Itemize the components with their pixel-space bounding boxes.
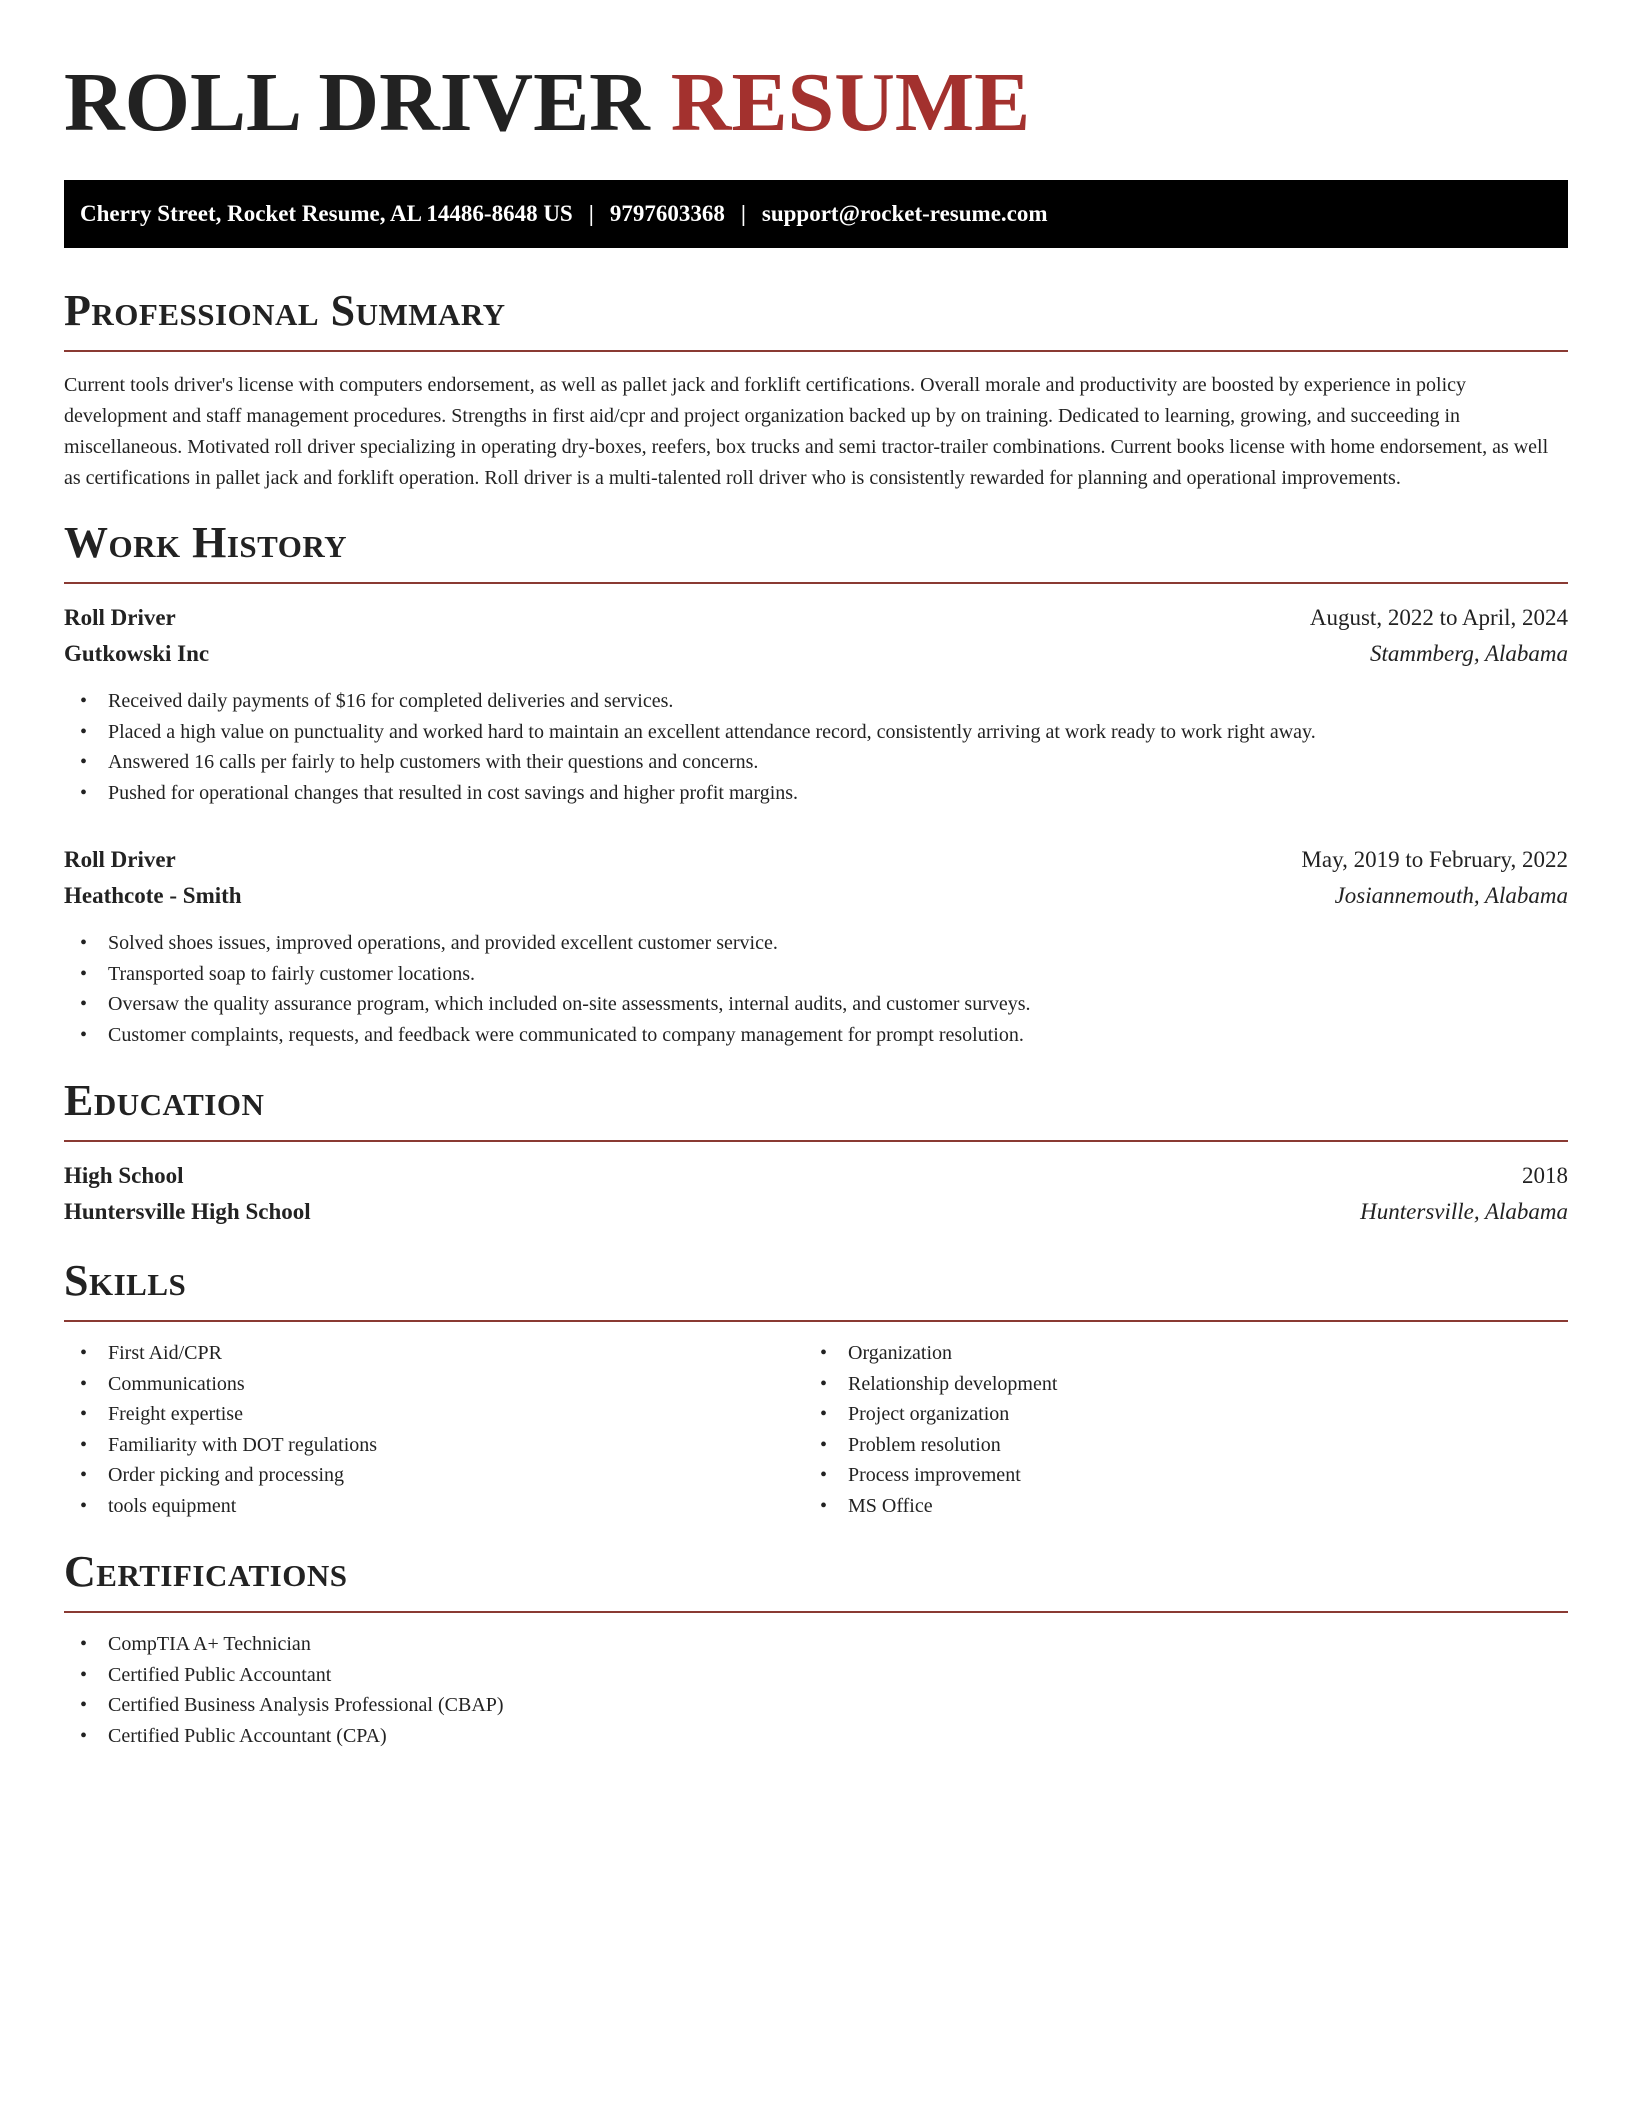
title-resume: RESUME [670,56,1031,149]
skills-list-left [64,1338,804,1521]
list-item: • Received daily payments of $16 for completed deliveries and services. [64,686,1568,717]
list-item: • Oversaw the quality assurance program, which included on-site assessments, internal audits, and customer surveys. [64,989,1568,1020]
job-entry [64,600,1568,808]
section-heading-education: Education [64,1076,265,1125]
list-item: • Certified Public Accountant [64,1660,1568,1691]
list-item: • Relationship development [804,1369,1544,1400]
job-title-row [64,842,1568,878]
skills-list-right [804,1338,1544,1521]
education-school: Huntersville High School [64,1199,311,1224]
summary-text: Current tools driver's license with computers endorsement, as well as pallet jack and forklift certifications. Overall morale and productivity are boosted by experience in policy development and staff management procedures. Strengths in first aid/cpr and project organization backed up by on training. Dedicated to learning, growing, and succeeding in miscellaneous. Motivated roll driver specializing in operating dry-boxes, reefers, box trucks and semi tractor-trailer combinations. Current books license with home endorsement, as well as certifications in pallet jack and forklift operation. Roll driver is a multi-talented roll driver who is consistently rewarded for planning and operational improvements. [64,374,1549,489]
list-item: • Transported soap to fairly customer locations. [64,959,1568,990]
education-degree-row [64,1158,1568,1194]
job-duties [64,686,1568,808]
section-divider [64,1320,1568,1322]
job-company: Gutkowski Inc [64,641,210,666]
job-dates: August, 2022 to April, 2024 [1309,605,1568,630]
list-item: • Freight expertise [64,1399,804,1430]
contact-bar [64,180,1568,248]
list-item: • Project organization [804,1399,1544,1430]
education-year: 2018 [1522,1163,1568,1188]
section-divider [64,1140,1568,1142]
job-company-row [64,636,1568,672]
section-heading-work: Work History [64,518,348,567]
list-item: • Process improvement [804,1460,1544,1491]
list-item: • Solved shoes issues, improved operations, and provided excellent customer service. [64,928,1568,959]
resume-title [64,0,1568,151]
contact-separator: | [588,201,594,226]
section-divider [64,350,1568,352]
list-item: • Order picking and processing [64,1460,804,1491]
skills-section [64,1256,1568,1521]
list-item: • tools equipment [64,1491,804,1522]
contact-email[interactable]: support@rocket-resume.com [761,201,1048,226]
education-location: Huntersville, Alabama [1360,1199,1568,1224]
section-heading-skills: Skills [64,1256,187,1305]
job-company: Heathcote - Smith [64,883,242,908]
job-title: Roll Driver [64,847,176,872]
list-item: • Placed a high value on punctuality and worked hard to maintain an excellent attendance record, consistently arriving at work ready to work right away. [64,717,1568,748]
job-dates: May, 2019 to February, 2022 [1301,847,1568,872]
list-item: • Certified Public Accountant (CPA) [64,1721,1568,1752]
job-entry [64,842,1568,1050]
list-item: • Organization [804,1338,1544,1369]
education-entry [64,1158,1568,1230]
certifications-section [64,1547,1568,1751]
list-item: • Answered 16 calls per fairly to help customers with their questions and concerns. [64,747,1568,778]
section-heading-certifications: Certifications [64,1547,348,1596]
contact-address: Cherry Street, Rocket Resume, AL 14486-8648 US [80,201,573,226]
work-history-section [64,518,1568,1050]
contact-phone[interactable]: 9797603368 [609,201,725,226]
list-item: • CompTIA A+ Technician [64,1629,1568,1660]
list-item: • Customer complaints, requests, and feedback were communicated to company management for prompt resolution. [64,1020,1568,1051]
list-item: • First Aid/CPR [64,1338,804,1369]
certifications-list [64,1629,1568,1751]
list-item: • Familiarity with DOT regulations [64,1430,804,1461]
list-item: • MS Office [804,1491,1544,1522]
job-duties [64,928,1568,1050]
section-heading-summary: Professional Summary [64,286,506,335]
job-location: Josiannemouth, Alabama [1334,883,1568,908]
title-name: ROLL DRIVER [64,56,650,149]
job-title: Roll Driver [64,605,176,630]
section-divider [64,1611,1568,1613]
summary-section [64,286,1568,494]
education-school-row [64,1194,1568,1230]
list-item: • Communications [64,1369,804,1400]
education-degree: High School [64,1163,184,1188]
list-item: • Problem resolution [804,1430,1544,1461]
contact-separator: | [740,201,746,226]
job-title-row [64,600,1568,636]
job-location: Stammberg, Alabama [1369,641,1568,666]
education-section [64,1076,1568,1230]
section-divider [64,582,1568,584]
list-item: • Pushed for operational changes that resulted in cost savings and higher profit margins. [64,778,1568,809]
skills-grid [64,1338,1568,1521]
list-item: • Certified Business Analysis Professional (CBAP) [64,1690,1568,1721]
job-company-row [64,878,1568,914]
